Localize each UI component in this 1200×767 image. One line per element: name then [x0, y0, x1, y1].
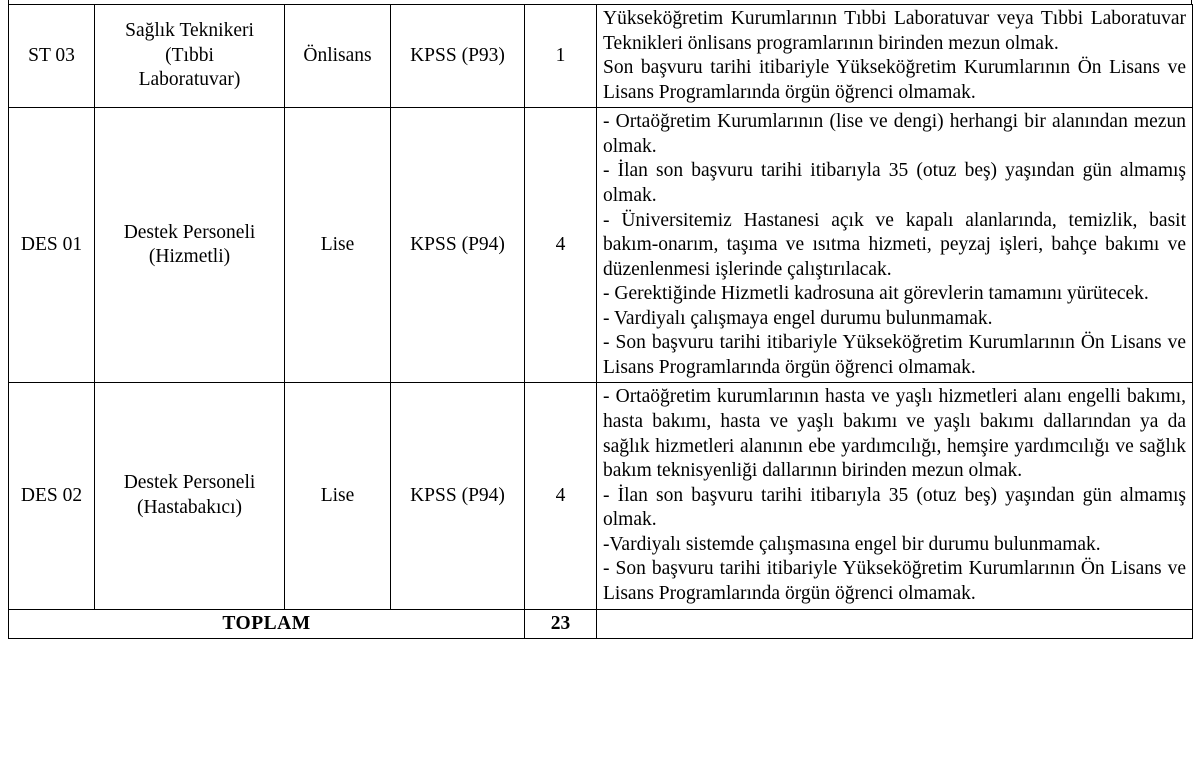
condition-item: - Vardiyalı çalışmaya engel durumu bulunmamak.	[603, 307, 993, 329]
condition-item: - Üniversitemiz Hastanesi açık ve kapalı alanlarında, temizlik, basit bakım-onarım, taşıma ve ısıtma hizmeti, peyzaj işleri, bahçe bakımı ve düzenlenmesi işlerinde çalıştırılacak.	[603, 209, 1186, 280]
total-count: 23	[525, 609, 597, 639]
condition-item: - Son başvuru tarihi itibariyle Yükseköğretim Kurumlarının Ön Lisans ve Lisans Programlarında örgün öğrenci olmamak.	[603, 558, 1186, 604]
title-line-2: (Hizmetli)	[148, 246, 231, 268]
cell-code: DES 01	[9, 108, 95, 383]
cell-title	[95, 5, 285, 108]
condition-item: - İlan son başvuru tarihi itibarıyla 35 (otuz beş) yaşından gün almamış olmak.	[603, 484, 1186, 531]
cell-conditions	[597, 383, 1193, 609]
condition-item: - Gerektiğinde Hizmetli kadrosuna ait görevlerin tamamını yürütecek.	[603, 283, 1149, 305]
cell-count: 4	[525, 108, 597, 383]
cell-education: Lise	[285, 383, 391, 609]
title-line-1: Sağlık Teknikeri	[125, 20, 254, 42]
cell-conditions	[597, 108, 1193, 383]
cell-count: 4	[525, 383, 597, 609]
cell-education: Lise	[285, 108, 391, 383]
condition-item: - Son başvuru tarihi itibariyle Yükseköğretim Kurumlarının Ön Lisans ve Lisans Programlarında örgün öğrenci olmamak.	[603, 332, 1186, 378]
total-label: TOPLAM	[9, 609, 525, 639]
title-line-2: (Tıbbi	[165, 44, 214, 66]
condition-item: - Ortaöğretim Kurumlarının (lise ve dengi) herhangi bir alanından mezun olmak.	[603, 111, 1186, 157]
cell-exam: KPSS (P94)	[391, 383, 525, 609]
title-line-3: Laboratuvar)	[138, 69, 241, 91]
table-row	[9, 5, 1193, 108]
cell-count: 1	[525, 5, 597, 108]
cell-education: Önlisans	[285, 5, 391, 108]
title-line-2: (Hastabakıcı)	[136, 496, 243, 518]
cell-exam: KPSS (P94)	[391, 108, 525, 383]
cell-title	[95, 108, 285, 383]
condition-item: Son başvuru tarihi itibariyle Yükseköğretim Kurumlarının Ön Lisans ve Lisans Programlarında örgün öğrenci olmamak.	[603, 57, 1186, 103]
condition-item: -Vardiyalı sistemde çalışmasına engel bir durumu bulunmamak.	[603, 533, 1101, 555]
cell-conditions	[597, 5, 1193, 108]
cell-code: ST 03	[9, 5, 95, 108]
cell-code: DES 02	[9, 383, 95, 609]
total-empty-cell	[597, 609, 1193, 639]
title-line-1: Destek Personeli	[123, 472, 256, 494]
table-row	[9, 383, 1193, 609]
condition-item: Yükseköğretim Kurumlarının Tıbbi Laboratuvar veya Tıbbi Laboratuvar Teknikleri önlisans programlarının birinden mezun olmak.	[603, 8, 1186, 54]
condition-item: - Ortaöğretim kurumlarının hasta ve yaşlı hizmetleri alanı engelli bakımı, hasta bakımı, hasta ve yaşlı bakımı ve yaşlı bakımı dallarından ya da sağlık hizmetleri alanının ebe yardımcılığı, hemşire yardımcılığı ve sağlık bakım teknisyenliği dallarının birinden mezun olmak.	[603, 386, 1186, 482]
condition-item: - İlan son başvuru tarihi itibarıyla 35 (otuz beş) yaşından gün almamış olmak.	[603, 160, 1186, 206]
table-row	[9, 108, 1193, 383]
title-line-1: Destek Personeli	[123, 221, 256, 243]
cell-title	[95, 383, 285, 609]
cell-exam: KPSS (P93)	[391, 5, 525, 108]
qualifications-table	[8, 4, 1193, 639]
table-total-row	[9, 609, 1193, 639]
